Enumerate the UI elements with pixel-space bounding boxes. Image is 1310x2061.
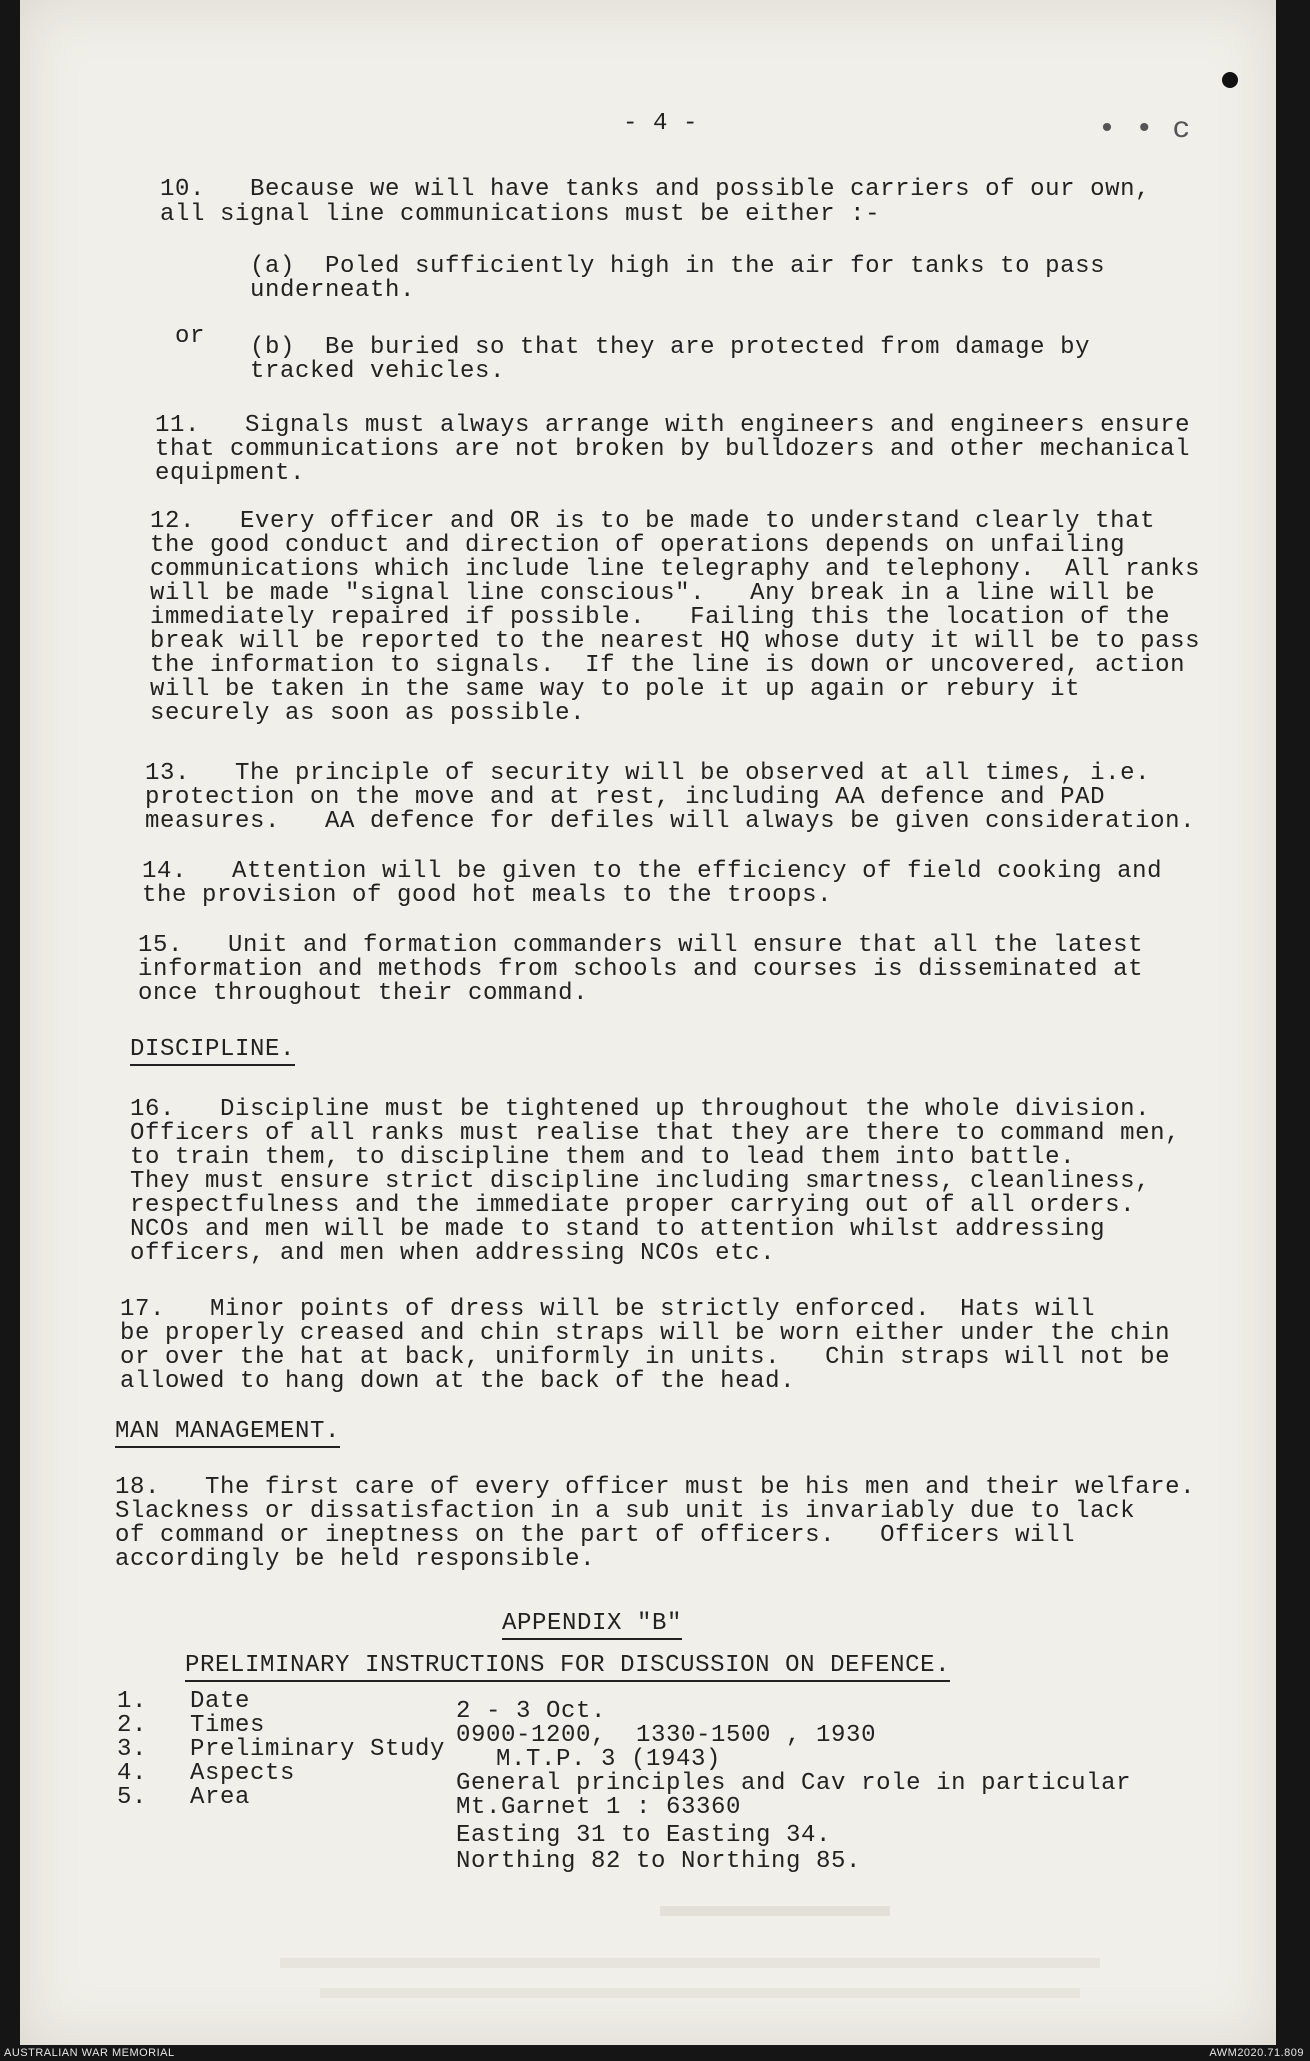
appendix-item-1-label: Date <box>190 1688 251 1715</box>
p16-line2: Officers of all ranks must realise that they are there to command men, <box>130 1120 1181 1147</box>
p17-line1: 17. Minor points of dress will be strictly enforced. Hats will <box>120 1296 1096 1323</box>
p10-line2: all signal line communications must be either :- <box>160 201 881 228</box>
p10-line1: 10. Because we will have tanks and possible carriers of our own, <box>160 176 1151 203</box>
p15-line3: once throughout their command. <box>138 980 589 1007</box>
p14-line1: 14. Attention will be given to the efficiency of field cooking and <box>142 858 1163 885</box>
p10-item-b-line2: tracked vehicles. <box>250 358 506 385</box>
p11-line3: equipment. <box>155 460 306 487</box>
p16-line7: officers, and men when addressing NCOs etc. <box>130 1240 776 1267</box>
appendix-area-easting: Easting 31 to Easting 34. <box>456 1822 832 1849</box>
p12-line1: 12. Every officer and OR is to be made to understand clearly that <box>150 508 1156 535</box>
appendix-item-1-value: 2 - 3 Oct. <box>456 1698 607 1725</box>
heading-discipline: DISCIPLINE. <box>130 1038 295 1066</box>
p18-line1: 18. The first care of every officer must be his men and their welfare. <box>115 1474 1196 1501</box>
p12-line8: will be taken in the same way to pole it up again or rebury it <box>150 676 1081 703</box>
p10-item-a-line2: underneath. <box>250 277 416 304</box>
p10-item-a-line1: (a) Poled sufficiently high in the air for tanks to pass <box>250 253 1106 280</box>
p11-line2: that communications are not broken by bulldozers and other mechanical <box>155 436 1191 463</box>
p12-line3: communications which include line telegraphy and telephony. All ranks <box>150 556 1201 583</box>
p10-or: or <box>175 323 206 350</box>
appendix-item-4-value: General principles and Cav role in particular <box>456 1770 1132 1797</box>
p13-line2: protection on the move and at rest, including AA defence and PAD <box>145 784 1106 811</box>
p12-line2: the good conduct and direction of operations depends on unfailing <box>150 532 1126 559</box>
appendix-item-5-value: Mt.Garnet 1 : 63360 <box>456 1794 742 1821</box>
footer-archive-name: AUSTRALIAN WAR MEMORIAL <box>4 2047 175 2059</box>
corner-marks: • • c <box>1098 113 1192 147</box>
p14-line2: the provision of good hot meals to the troops. <box>142 882 833 909</box>
appendix-item-4-label: Aspects <box>190 1760 296 1787</box>
punch-hole <box>1222 72 1238 88</box>
appendix-item-3-value: M.T.P. 3 (1943) <box>496 1746 722 1773</box>
p15-line2: information and methods from schools and courses is disseminated at <box>138 956 1144 983</box>
appendix-area-northing: Northing 82 to Northing 85. <box>456 1848 862 1875</box>
page-number: - 4 - <box>623 110 699 137</box>
p18-line2: Slackness or dissatisfaction in a sub unit is invariably due to lack <box>115 1498 1136 1525</box>
document-page <box>20 0 1276 2045</box>
p15-line1: 15. Unit and formation commanders will ensure that all the latest <box>138 932 1144 959</box>
heading-man-management: MAN MANAGEMENT. <box>115 1420 340 1448</box>
appendix-item-5-num: 5. <box>117 1784 148 1811</box>
appendix-item-1-num: 1. <box>117 1688 148 1715</box>
appendix-item-3-num: 3. <box>117 1736 148 1763</box>
p12-line4: will be made "signal line conscious". Any break in a line will be <box>150 580 1156 607</box>
p12-line7: the information to signals. If the line is down or uncovered, action <box>150 652 1186 679</box>
p17-line4: allowed to hang down at the back of the head. <box>120 1368 796 1395</box>
appendix-subtitle: PRELIMINARY INSTRUCTIONS FOR DISCUSSION ON DEFENCE. <box>185 1654 950 1682</box>
p12-line5: immediately repaired if possible. Failing this the location of the <box>150 604 1171 631</box>
appendix-title: APPENDIX "B" <box>502 1612 682 1640</box>
p17-line2: be properly creased and chin straps will be worn either under the chin <box>120 1320 1171 1347</box>
footer-catalogue-id: AWM2020.71.809 <box>1209 2047 1304 2059</box>
p17-line3: or over the hat at back, uniformly in units. Chin straps will not be <box>120 1344 1171 1371</box>
p16-line4: They must ensure strict discipline including smartness, cleanliness, <box>130 1168 1151 1195</box>
appendix-item-2-num: 2. <box>117 1712 148 1739</box>
p16-line6: NCOs and men will be made to stand to attention whilst addressing <box>130 1216 1106 1243</box>
p12-line9: securely as soon as possible. <box>150 700 586 727</box>
appendix-item-2-value: 0900-1200, 1330-1500 , 1930 <box>456 1722 877 1749</box>
p12-line6: break will be reported to the nearest HQ whose duty it will be to pass <box>150 628 1201 655</box>
p16-line3: to train them, to discipline them and to lead them into battle. <box>130 1144 1076 1171</box>
p16-line5: respectfulness and the immediate proper carrying out of all orders. <box>130 1192 1136 1219</box>
appendix-item-5-label: Area <box>190 1784 251 1811</box>
appendix-item-3-label: Preliminary Study <box>190 1736 446 1763</box>
appendix-item-2-label: Times <box>190 1712 266 1739</box>
p18-line3: of command or ineptness on the part of officers. Officers will <box>115 1522 1076 1549</box>
p18-line4: accordingly be held responsible. <box>115 1546 596 1573</box>
p10-item-b-line1: (b) Be buried so that they are protected from damage by <box>250 334 1091 361</box>
p13-line3: measures. AA defence for defiles will always be given consideration. <box>145 808 1196 835</box>
appendix-item-4-num: 4. <box>117 1760 148 1787</box>
p13-line1: 13. The principle of security will be observed at all times, i.e. <box>145 760 1151 787</box>
p16-line1: 16. Discipline must be tightened up throughout the whole division. <box>130 1096 1151 1123</box>
p11-line1: 11. Signals must always arrange with engineers and engineers ensure <box>155 412 1191 439</box>
